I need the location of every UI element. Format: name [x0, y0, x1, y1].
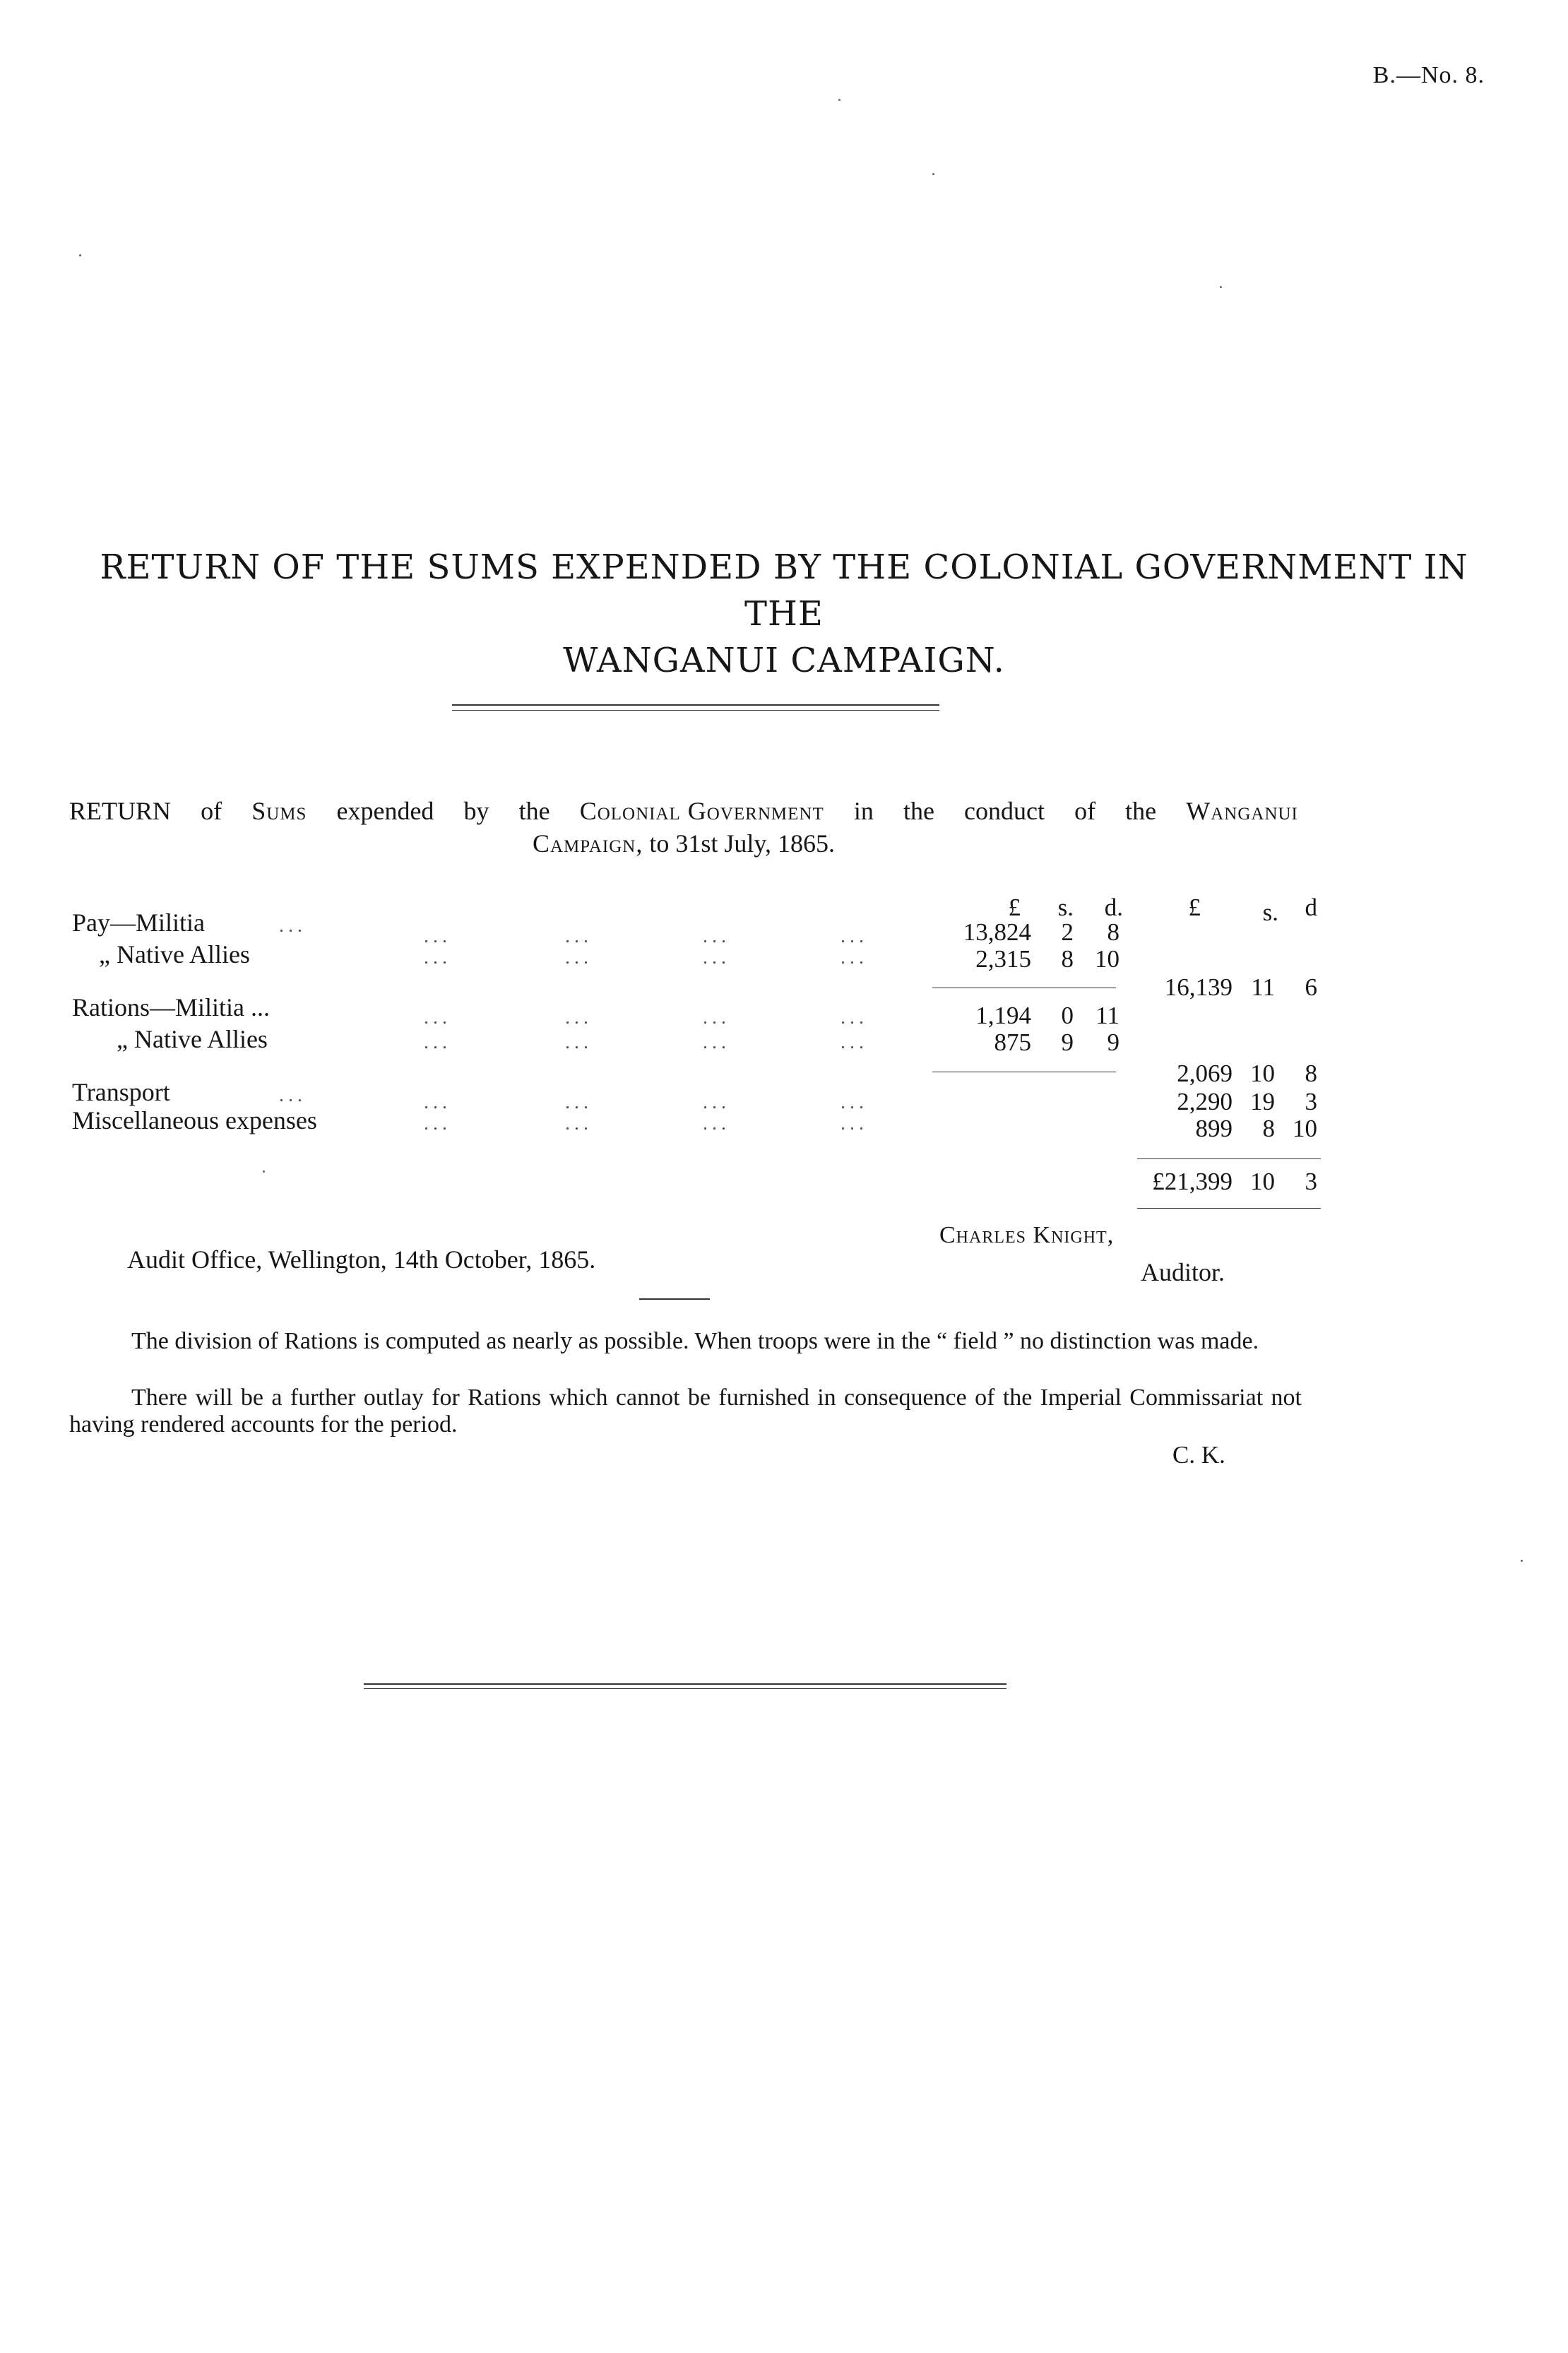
- header-pence-1: d.: [1104, 894, 1123, 921]
- rations-native-pounds: 875: [994, 1029, 1031, 1056]
- closing-divider: [364, 1683, 1006, 1685]
- auditor-role: Auditor.: [1141, 1258, 1225, 1286]
- header-pound-2: £: [1188, 894, 1201, 921]
- rations-native-pence: 9: [1107, 1029, 1119, 1056]
- pay-militia-shillings: 2: [1061, 918, 1074, 946]
- pay-native-pence: 10: [1095, 945, 1119, 973]
- leader-dots: ...: [841, 1007, 868, 1029]
- leader-dots: ...: [424, 1091, 451, 1113]
- leader-dots: ...: [703, 1007, 730, 1029]
- title-line-1: RETURN OF THE SUMS EXPENDED BY THE COLONIAL GOVERNMENT IN THE: [100, 547, 1468, 634]
- leader-dots: ...: [703, 1091, 730, 1113]
- subtitle-line-2: [69, 827, 1298, 860]
- subtitle-word: the: [903, 797, 934, 825]
- rations-total-pence: 8: [1305, 1060, 1317, 1087]
- scan-speck: [838, 99, 841, 101]
- row-label-pay-militia: Pay—Militia: [72, 908, 205, 937]
- rations-militia-pounds: 1,194: [975, 1002, 1031, 1029]
- leader-dots: ...: [565, 1031, 593, 1053]
- header-shilling-1: s.: [1057, 894, 1074, 921]
- subtitle-word: conduct: [964, 797, 1045, 825]
- subtitle-word: RETURN: [69, 797, 171, 825]
- auditor-signature: Charles Knight,: [939, 1222, 1115, 1248]
- leader-dots: ...: [841, 1113, 868, 1134]
- leader-dots: ...: [565, 1113, 593, 1134]
- grand-total-pounds: £21,399: [1152, 1168, 1233, 1195]
- subtitle-date: to 31st July, 1865.: [649, 829, 836, 858]
- row-label-rations-militia: Rations—Militia ...: [72, 993, 271, 1021]
- pay-militia-pounds: 13,824: [963, 918, 1031, 946]
- subtitle-word: Wanganui: [1186, 797, 1298, 825]
- transport-pounds: 2,290: [1177, 1088, 1233, 1115]
- scan-speck: [1220, 286, 1222, 288]
- total-rule-bottom: [1137, 1208, 1321, 1209]
- pay-total-pence: 6: [1305, 973, 1317, 1001]
- rations-total-pounds: 2,069: [1177, 1060, 1233, 1087]
- header-pence-2: d: [1305, 894, 1317, 921]
- total-rule-top: [1137, 1158, 1321, 1159]
- closing-divider-2: [364, 1688, 1006, 1689]
- misc-pence: 10: [1293, 1115, 1317, 1142]
- rations-militia-shillings: 0: [1061, 1002, 1074, 1029]
- pay-militia-pence: 8: [1107, 918, 1119, 946]
- leader-dots: ...: [424, 1007, 451, 1029]
- leader-dots: ...: [703, 925, 730, 947]
- leader-dots: ...: [703, 947, 730, 968]
- leader-dots: ...: [841, 1091, 868, 1113]
- subtitle-word: expended: [336, 797, 434, 825]
- row-label-misc: Miscellaneous expenses: [72, 1106, 317, 1134]
- header-shilling-2: s.: [1262, 899, 1278, 926]
- grand-total-pence: 3: [1305, 1168, 1317, 1195]
- document-title: [0, 544, 1490, 684]
- pay-native-pounds: 2,315: [975, 945, 1031, 973]
- pay-native-shillings: 8: [1061, 945, 1074, 973]
- scan-speck: [263, 1170, 265, 1173]
- leader-dots: ...: [565, 1007, 593, 1029]
- pay-total-shillings: 11: [1251, 973, 1275, 1001]
- rations-total-shillings: 10: [1250, 1060, 1275, 1087]
- note-paragraph-1: The division of Rations is computed as nearly as possible. When troops were in the “ field ” no distinction was made.: [131, 1328, 1259, 1354]
- leader-dots: ...: [841, 1031, 868, 1053]
- leader-dots: ...: [424, 925, 451, 947]
- subtitle-word: the: [518, 797, 550, 825]
- leader-dots: ...: [841, 925, 868, 947]
- rations-militia-pence: 11: [1095, 1002, 1119, 1029]
- leader-dots: ...: [703, 1113, 730, 1134]
- title-divider: [452, 704, 939, 706]
- document-reference: B.—No. 8.: [1372, 62, 1485, 88]
- notes-divider: [639, 1298, 710, 1300]
- note-initials: C. K.: [1172, 1441, 1225, 1469]
- misc-pounds: 899: [1195, 1115, 1233, 1142]
- subtitle-word: in: [853, 797, 874, 825]
- misc-shillings: 8: [1262, 1115, 1275, 1142]
- leader-dots: ...: [279, 1084, 307, 1106]
- subtitle-word: Sums: [251, 797, 307, 825]
- subtitle-line-1: [69, 795, 1298, 827]
- subtitle-word: Colonial Government: [579, 797, 824, 825]
- return-subtitle: [69, 795, 1298, 860]
- row-label-transport: Transport: [72, 1078, 170, 1106]
- subtitle-word: by: [463, 797, 489, 825]
- scan-speck: [79, 254, 81, 256]
- leader-dots: ...: [703, 1031, 730, 1053]
- leader-dots: ...: [565, 1091, 593, 1113]
- audit-office-line: Audit Office, Wellington, 14th October, 1865.: [127, 1245, 596, 1274]
- transport-shillings: 19: [1250, 1088, 1275, 1115]
- leader-dots: ...: [424, 1113, 451, 1134]
- header-pound-1: £: [1008, 894, 1021, 921]
- leader-dots: ...: [279, 915, 307, 937]
- title-divider-2: [452, 710, 939, 711]
- leader-dots: ...: [424, 947, 451, 968]
- leader-dots: ...: [841, 947, 868, 968]
- grand-total-shillings: 10: [1250, 1168, 1275, 1195]
- scan-speck: [1521, 1560, 1523, 1562]
- pay-total-pounds: 16,139: [1164, 973, 1233, 1001]
- subtitle-word: of: [1074, 797, 1096, 825]
- subtitle-campaign: Campaign,: [532, 829, 643, 858]
- title-line-2: WANGANUI CAMPAIGN.: [563, 641, 1005, 680]
- leader-dots: ...: [565, 925, 593, 947]
- subtitle-word: the: [1125, 797, 1157, 825]
- row-label-pay-native: „ Native Allies: [99, 940, 250, 968]
- leader-dots: ...: [565, 947, 593, 968]
- subtitle-word: of: [201, 797, 222, 825]
- leader-dots: ...: [424, 1031, 451, 1053]
- scan-speck: [932, 173, 934, 175]
- row-label-rations-native: „ Native Allies: [117, 1025, 268, 1053]
- rations-native-shillings: 9: [1061, 1029, 1074, 1056]
- transport-pence: 3: [1305, 1088, 1317, 1115]
- note-paragraph-2: There will be a further outlay for Rations which cannot be furnished in consequence of the Imperial Commissariat not having rendered accounts for the period.: [69, 1385, 1302, 1438]
